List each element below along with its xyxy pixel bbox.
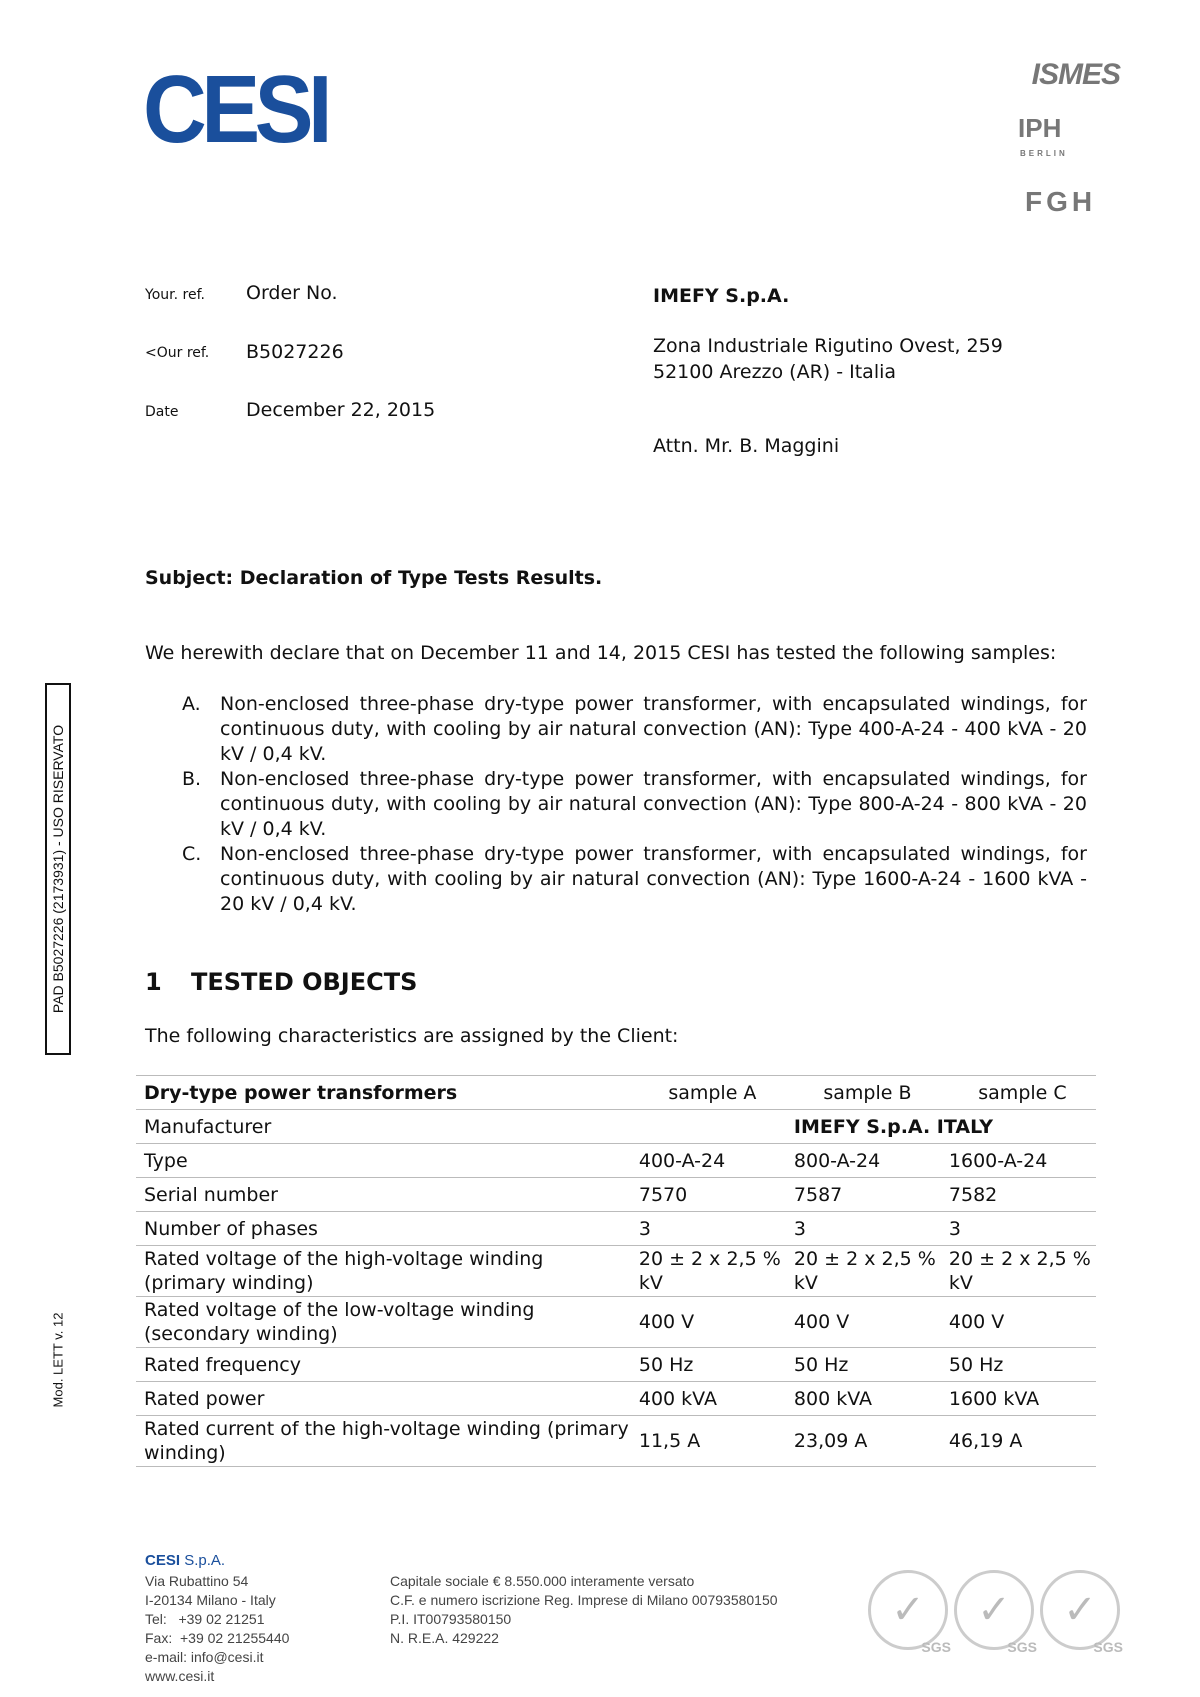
template-version	[45, 1300, 71, 1420]
table-row	[136, 1297, 1096, 1348]
table-cell-label: Number of phases	[136, 1212, 631, 1246]
date-label: Date	[145, 404, 179, 420]
table-cell: 800 kVA	[786, 1382, 941, 1416]
table-cell-label: Serial number	[136, 1178, 631, 1212]
sgs-label: SGS	[1093, 1639, 1123, 1655]
cesi-logo: CESI	[143, 56, 328, 163]
footer-company-suffix: S.p.A.	[184, 1552, 226, 1569]
table-cell: 400-A-24	[631, 1144, 786, 1178]
table-cell-label: Rated voltage of the high-voltage winding (primary winding)	[136, 1246, 631, 1297]
sgs-certification-icon: ✓ SGS	[1040, 1570, 1120, 1650]
table-row	[136, 1178, 1096, 1212]
sgs-label: SGS	[1007, 1639, 1037, 1655]
sgs-certification-icon: ✓ SGS	[954, 1570, 1034, 1650]
table-row	[136, 1110, 1096, 1144]
table-cell: 20 ± 2 x 2,5 % kV	[786, 1246, 941, 1297]
sgs-label: SGS	[921, 1639, 951, 1655]
table-row	[136, 1212, 1096, 1246]
table-row	[136, 1382, 1096, 1416]
recipient-company: IMEFY S.p.A.	[653, 285, 790, 307]
table-intro: The following characteristics are assigned by the Client:	[145, 1025, 679, 1047]
your-ref-label: Your. ref.	[145, 287, 205, 303]
footer-website: www.cesi.it	[145, 1668, 215, 1684]
iph-berlin-label: BERLIN	[1020, 149, 1068, 158]
table-cell: 20 ± 2 x 2,5 % kV	[941, 1246, 1096, 1297]
table-header-cell: sample C	[941, 1076, 1096, 1110]
list-item-text: Non-enclosed three-phase dry-type power transformer, with encapsulated windings, for continuous duty, with cooling by air natural convection (AN): Type 400-A-24 - 400 kVA - 20 kV / 0,4 kV.	[220, 693, 1087, 765]
recipient-address-line1: Zona Industriale Rigutino Ovest, 259	[653, 335, 1003, 357]
list-item-letter: A.	[182, 693, 201, 715]
table-cell: 23,09 A	[786, 1416, 941, 1467]
intro-paragraph: We herewith declare that on December 11 and 14, 2015 CESI has tested the following samples:	[145, 642, 1057, 664]
table-cell-label: Rated current of the high-voltage winding (primary winding)	[136, 1416, 631, 1467]
table-cell: 400 V	[631, 1297, 786, 1348]
list-item-text: Non-enclosed three-phase dry-type power transformer, with encapsulated windings, for continuous duty, with cooling by air natural convection (AN): Type 800-A-24 - 800 kVA - 20 kV / 0,4 kV.	[220, 768, 1087, 840]
footer-company-name: CESI	[145, 1552, 181, 1569]
list-item	[182, 692, 1087, 767]
footer-registry: C.F. e numero iscrizione Reg. Imprese di Milano 00793580150	[390, 1592, 778, 1608]
list-item	[182, 842, 1087, 917]
table-row	[136, 1144, 1096, 1178]
footer-contact	[145, 1572, 289, 1686]
footer-tel: Tel: +39 02 21251	[145, 1611, 265, 1627]
samples-list	[182, 692, 1087, 917]
table-cell-label: Rated voltage of the low-voltage winding (secondary winding)	[136, 1297, 631, 1348]
section-title: TESTED OBJECTS	[191, 968, 418, 996]
footer-capital: Capitale sociale € 8.550.000 interamente versato	[390, 1573, 695, 1589]
recipient-address-line2: 52100 Arezzo (AR) - Italia	[653, 361, 897, 383]
table-cell: 11,5 A	[631, 1416, 786, 1467]
table-row	[136, 1348, 1096, 1382]
subject-line: Subject: Declaration of Type Tests Results.	[145, 567, 603, 589]
table-cell: 20 ± 2 x 2,5 % kV	[631, 1246, 786, 1297]
footer-city: I-20134 Milano - Italy	[145, 1592, 276, 1608]
ismes-logo: ISMES	[1031, 58, 1120, 91]
footer-vat: P.I. IT00793580150	[390, 1611, 512, 1627]
table-cell: 50 Hz	[786, 1348, 941, 1382]
table-cell-label: Rated frequency	[136, 1348, 631, 1382]
iph-logo: IPH	[1018, 113, 1062, 143]
table-cell: 400 V	[786, 1297, 941, 1348]
table-cell-label: Manufacturer	[136, 1110, 631, 1144]
list-item-letter: C.	[182, 843, 202, 865]
table-header-cell: Dry-type power transformers	[136, 1076, 631, 1110]
table-cell: 1600-A-24	[941, 1144, 1096, 1178]
table-cell-label: Type	[136, 1144, 631, 1178]
our-ref-value: B5027226	[246, 341, 344, 363]
footer-address: Via Rubattino 54	[145, 1573, 249, 1589]
table-cell-label: Rated power	[136, 1382, 631, 1416]
footer-rea: N. R.E.A. 429222	[390, 1630, 499, 1646]
section-heading	[145, 968, 417, 996]
section-number: 1	[145, 968, 162, 996]
table-cell: 3	[786, 1212, 941, 1246]
table-cell: 7570	[631, 1178, 786, 1212]
footer-email: e-mail: info@cesi.it	[145, 1649, 264, 1665]
footer-legal	[390, 1572, 778, 1648]
table-cell: 3	[631, 1212, 786, 1246]
document-id-stamp	[45, 683, 71, 1055]
date-value: December 22, 2015	[246, 399, 436, 421]
footer-fax: Fax: +39 02 21255440	[145, 1630, 290, 1646]
document-id-text: PAD B5027226 (2173931) - USO RISERVATO	[50, 724, 66, 1014]
table-cell: 400 kVA	[631, 1382, 786, 1416]
your-ref-value: Order No.	[246, 282, 338, 304]
list-item-letter: B.	[182, 768, 202, 790]
table-header-cell: sample B	[786, 1076, 941, 1110]
list-item-text: Non-enclosed three-phase dry-type power transformer, with encapsulated windings, for continuous duty, with cooling by air natural convection (AN): Type 1600-A-24 - 1600 kVA - 20 kV / 0,4 kV.	[220, 843, 1087, 915]
characteristics-table	[136, 1075, 1096, 1467]
table-row	[136, 1246, 1096, 1297]
sgs-certification-icon: ✓ SGS	[868, 1570, 948, 1650]
table-cell: 400 V	[941, 1297, 1096, 1348]
template-version-text: Mod. LETT v. 12	[50, 1312, 66, 1408]
table-cell: 46,19 A	[941, 1416, 1096, 1467]
footer-company	[145, 1551, 225, 1570]
table-cell: 3	[941, 1212, 1096, 1246]
table-cell: 50 Hz	[941, 1348, 1096, 1382]
table-cell: 7582	[941, 1178, 1096, 1212]
our-ref-label: <Our ref.	[145, 345, 210, 361]
fgh-logo: FGH	[1025, 186, 1097, 217]
table-header-cell: sample A	[631, 1076, 786, 1110]
recipient-attn: Attn. Mr. B. Maggini	[653, 435, 840, 457]
table-cell: 1600 kVA	[941, 1382, 1096, 1416]
list-item	[182, 767, 1087, 842]
table-header-row	[136, 1076, 1096, 1110]
table-cell: IMEFY S.p.A. ITALY	[786, 1110, 1096, 1144]
table-row	[136, 1416, 1096, 1467]
table-cell: 7587	[786, 1178, 941, 1212]
table-cell: 50 Hz	[631, 1348, 786, 1382]
table-cell: 800-A-24	[786, 1144, 941, 1178]
